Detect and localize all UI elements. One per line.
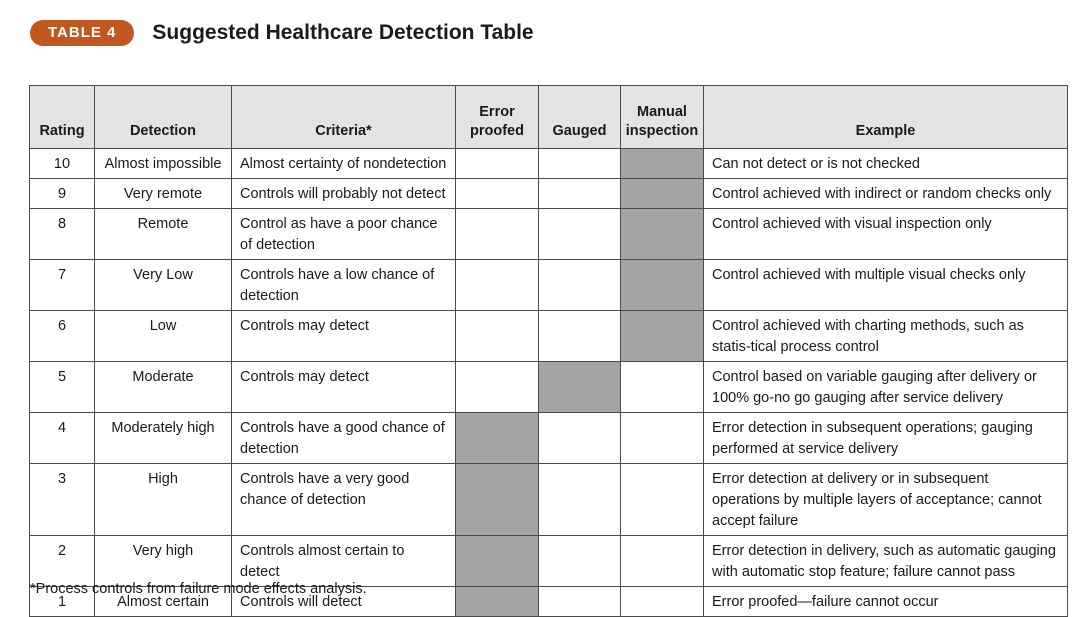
column-header-rating: Rating <box>30 86 95 149</box>
manual-inspection-cell <box>621 464 704 536</box>
example-cell: Control achieved with visual inspection only <box>704 209 1068 260</box>
detection-cell: Low <box>95 311 232 362</box>
table-row <box>30 260 1068 311</box>
error-proofed-cell <box>456 464 539 536</box>
gauged-cell <box>539 260 621 311</box>
example-cell: Error detection at delivery or in subsequent operations by multiple layers of acceptance; cannot accept failure <box>704 464 1068 536</box>
table-row <box>30 362 1068 413</box>
gauged-cell <box>539 209 621 260</box>
criteria-cell: Controls may detect <box>232 311 456 362</box>
example-cell: Control based on variable gauging after delivery or 100% go-no go gauging after service delivery <box>704 362 1068 413</box>
criteria-cell: Controls almost certain to detect <box>232 536 456 587</box>
error-proofed-cell <box>456 413 539 464</box>
gauged-cell <box>539 149 621 179</box>
table-row <box>30 464 1068 536</box>
error-proofed-cell <box>456 149 539 179</box>
criteria-cell: Controls have a good chance of detection <box>232 413 456 464</box>
example-cell: Error detection in delivery, such as automatic gauging with automatic stop feature; failure cannot pass <box>704 536 1068 587</box>
table-row <box>30 536 1068 587</box>
detection-cell: Moderate <box>95 362 232 413</box>
gauged-cell <box>539 413 621 464</box>
manual-inspection-cell <box>621 209 704 260</box>
manual-inspection-cell <box>621 362 704 413</box>
column-header-error-proofed: Error proofed <box>456 86 539 149</box>
table-header-row <box>30 86 1068 149</box>
rating-cell: 4 <box>30 413 95 464</box>
error-proofed-cell <box>456 209 539 260</box>
error-proofed-cell <box>456 260 539 311</box>
error-proofed-cell <box>456 179 539 209</box>
table-row <box>30 413 1068 464</box>
manual-inspection-cell <box>621 179 704 209</box>
criteria-cell: Controls will probably not detect <box>232 179 456 209</box>
example-cell: Control achieved with indirect or random checks only <box>704 179 1068 209</box>
detection-cell: High <box>95 464 232 536</box>
example-cell: Control achieved with multiple visual checks only <box>704 260 1068 311</box>
gauged-cell <box>539 536 621 587</box>
criteria-cell: Controls have a low chance of detection <box>232 260 456 311</box>
criteria-cell: Control as have a poor chance of detection <box>232 209 456 260</box>
rating-cell: 3 <box>30 464 95 536</box>
rating-cell: 2 <box>30 536 95 587</box>
detection-cell: Remote <box>95 209 232 260</box>
detection-cell: Moderately high <box>95 413 232 464</box>
table-row <box>30 179 1068 209</box>
example-cell: Control achieved with charting methods, such as statis-tical process control <box>704 311 1068 362</box>
detection-cell: Very Low <box>95 260 232 311</box>
rating-cell: 7 <box>30 260 95 311</box>
table-body <box>30 149 1068 617</box>
example-cell: Error detection in subsequent operations; gauging performed at service delivery <box>704 413 1068 464</box>
footnote: *Process controls from failure mode effects analysis. <box>30 581 367 597</box>
table-title: Suggested Healthcare Detection Table <box>152 21 534 44</box>
manual-inspection-cell <box>621 413 704 464</box>
rating-cell: 6 <box>30 311 95 362</box>
gauged-cell <box>539 311 621 362</box>
manual-inspection-cell <box>621 260 704 311</box>
table-row <box>30 149 1068 179</box>
rating-cell: 5 <box>30 362 95 413</box>
detection-table <box>29 85 1068 617</box>
rating-cell: 1 <box>30 587 95 617</box>
manual-inspection-cell <box>621 536 704 587</box>
error-proofed-cell <box>456 311 539 362</box>
detection-cell: Almost certain <box>95 587 232 617</box>
table-row <box>30 311 1068 362</box>
rating-cell: 9 <box>30 179 95 209</box>
column-header-manual-inspection: Manual inspection <box>621 86 704 149</box>
example-cell: Can not detect or is not checked <box>704 149 1068 179</box>
column-header-gauged: Gauged <box>539 86 621 149</box>
error-proofed-cell <box>456 587 539 617</box>
rating-cell: 8 <box>30 209 95 260</box>
column-header-example: Example <box>704 86 1068 149</box>
criteria-cell: Controls will detect <box>232 587 456 617</box>
column-header-detection: Detection <box>95 86 232 149</box>
manual-inspection-cell <box>621 587 704 617</box>
table-header <box>30 16 534 50</box>
gauged-cell <box>539 587 621 617</box>
table-number-badge: TABLE 4 <box>30 20 134 46</box>
criteria-cell: Almost certainty of nondetection <box>232 149 456 179</box>
table-row <box>30 209 1068 260</box>
detection-cell: Very remote <box>95 179 232 209</box>
criteria-cell: Controls may detect <box>232 362 456 413</box>
detection-cell: Almost impossible <box>95 149 232 179</box>
example-cell: Error proofed—failure cannot occur <box>704 587 1068 617</box>
error-proofed-cell <box>456 536 539 587</box>
column-header-criteria: Criteria* <box>232 86 456 149</box>
gauged-cell <box>539 179 621 209</box>
rating-cell: 10 <box>30 149 95 179</box>
detection-cell: Very high <box>95 536 232 587</box>
error-proofed-cell <box>456 362 539 413</box>
gauged-cell <box>539 362 621 413</box>
gauged-cell <box>539 464 621 536</box>
manual-inspection-cell <box>621 311 704 362</box>
manual-inspection-cell <box>621 149 704 179</box>
criteria-cell: Controls have a very good chance of detection <box>232 464 456 536</box>
